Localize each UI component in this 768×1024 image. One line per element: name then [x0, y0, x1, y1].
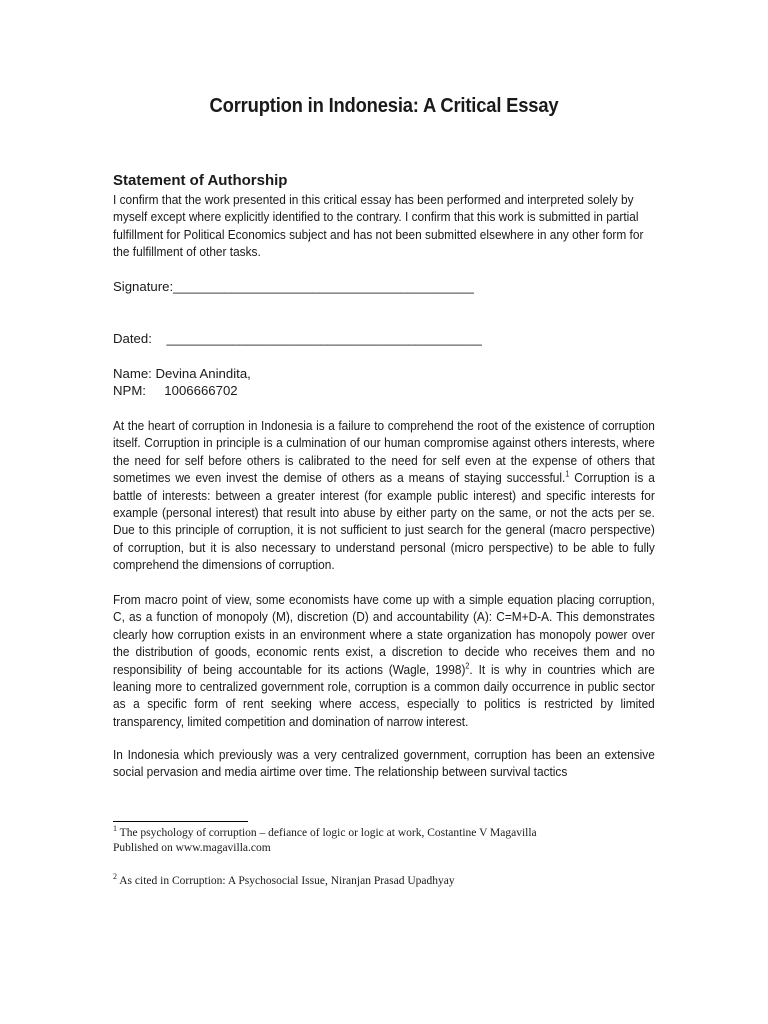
- author-npm: NPM: 1006666702: [113, 383, 238, 398]
- signature-line: Signature:_________________________________________: [113, 279, 474, 294]
- paragraph-2-text-a: From macro point of view, some economists have come up with a simple equation placing corruption, C, as a function of monopoly (M), discretion (D) and accountability (A): C=M+D-A. This demonstrates clearly how corruption exists in an environment where a state organization has monopoly power over the distribution of goods, economic rents exist, a discretion to decide who receives them and no responsibility of being accountable for its actions (Wagle, 1998): [113, 592, 655, 677]
- footnote-ref-1: 1: [565, 469, 570, 479]
- authorship-statement: I confirm that the work presented in this critical essay has been performed and interpreted solely by myself except where explicitly identified to the contrary. I confirm that this work is submitted in partial fulfillment for Political Economics subject and has not been submitted elsewhere in any other form for the fulfillment of other tasks.: [113, 192, 644, 260]
- footnote-2-number: 2: [113, 872, 117, 882]
- paragraph-3: In Indonesia which previously was a very centralized government, corruption has been an extensive social pervasion and media airtime over time. The relationship between survival tactics: [113, 747, 655, 780]
- footnote-separator: [113, 821, 248, 822]
- footnote-2-text: As cited in Corruption: A Psychosocial Issue, Niranjan Prasad Upadhyay: [119, 875, 455, 887]
- dated-line: Dated: ___________________________________________: [113, 331, 482, 346]
- paragraph-2: [113, 591, 655, 730]
- paragraph-1: [113, 417, 655, 574]
- footnote-2: [113, 874, 673, 889]
- footnote-1: [113, 826, 673, 856]
- page-title: Corruption in Indonesia: A Critical Essay: [209, 95, 559, 117]
- authorship-heading: Statement of Authorship: [113, 172, 288, 189]
- footnote-1-source: Published on www.magavilla.com: [113, 842, 271, 854]
- footnote-1-number: 1: [113, 824, 117, 834]
- paragraph-1-text-b: Corruption is a battle of interests: between a greater interest (for example public interest) and specific interests for example (personal interest) that result into abuse by either party on the same, or not the acts per se. Due to this principle of corruption, it is not sufficient to just search for the general (macro perspective) of corruption, but it is also necessary to understand personal (micro perspective) to be able to fully comprehend the dimensions of corruption.: [113, 470, 655, 573]
- paragraph-1-text-a: At the heart of corruption in Indonesia is a failure to comprehend the root of the existence of corruption itself. Corruption in principle is a culmination of our human compromise against others interests, where the need for self before others is calibrated to the need for self even at the expense of others that sometimes we even invest the demise of others as a means of staying successful.: [113, 418, 655, 486]
- paragraph-2-text-b: . It is why in countries which are leaning more to centralized government role, corruption is a common daily occurrence in public sector as a specific form of rent seeking where access, especially to politics is restricted by limited transparency, limited competition and domination of narrow interest.: [113, 661, 655, 729]
- footnote-1-text: The psychology of corruption – defiance of logic or logic at work, Costantine V Magavilla: [119, 827, 537, 839]
- footnote-ref-2: 2: [465, 661, 470, 671]
- author-name: Name: Devina Anindita,: [113, 366, 251, 381]
